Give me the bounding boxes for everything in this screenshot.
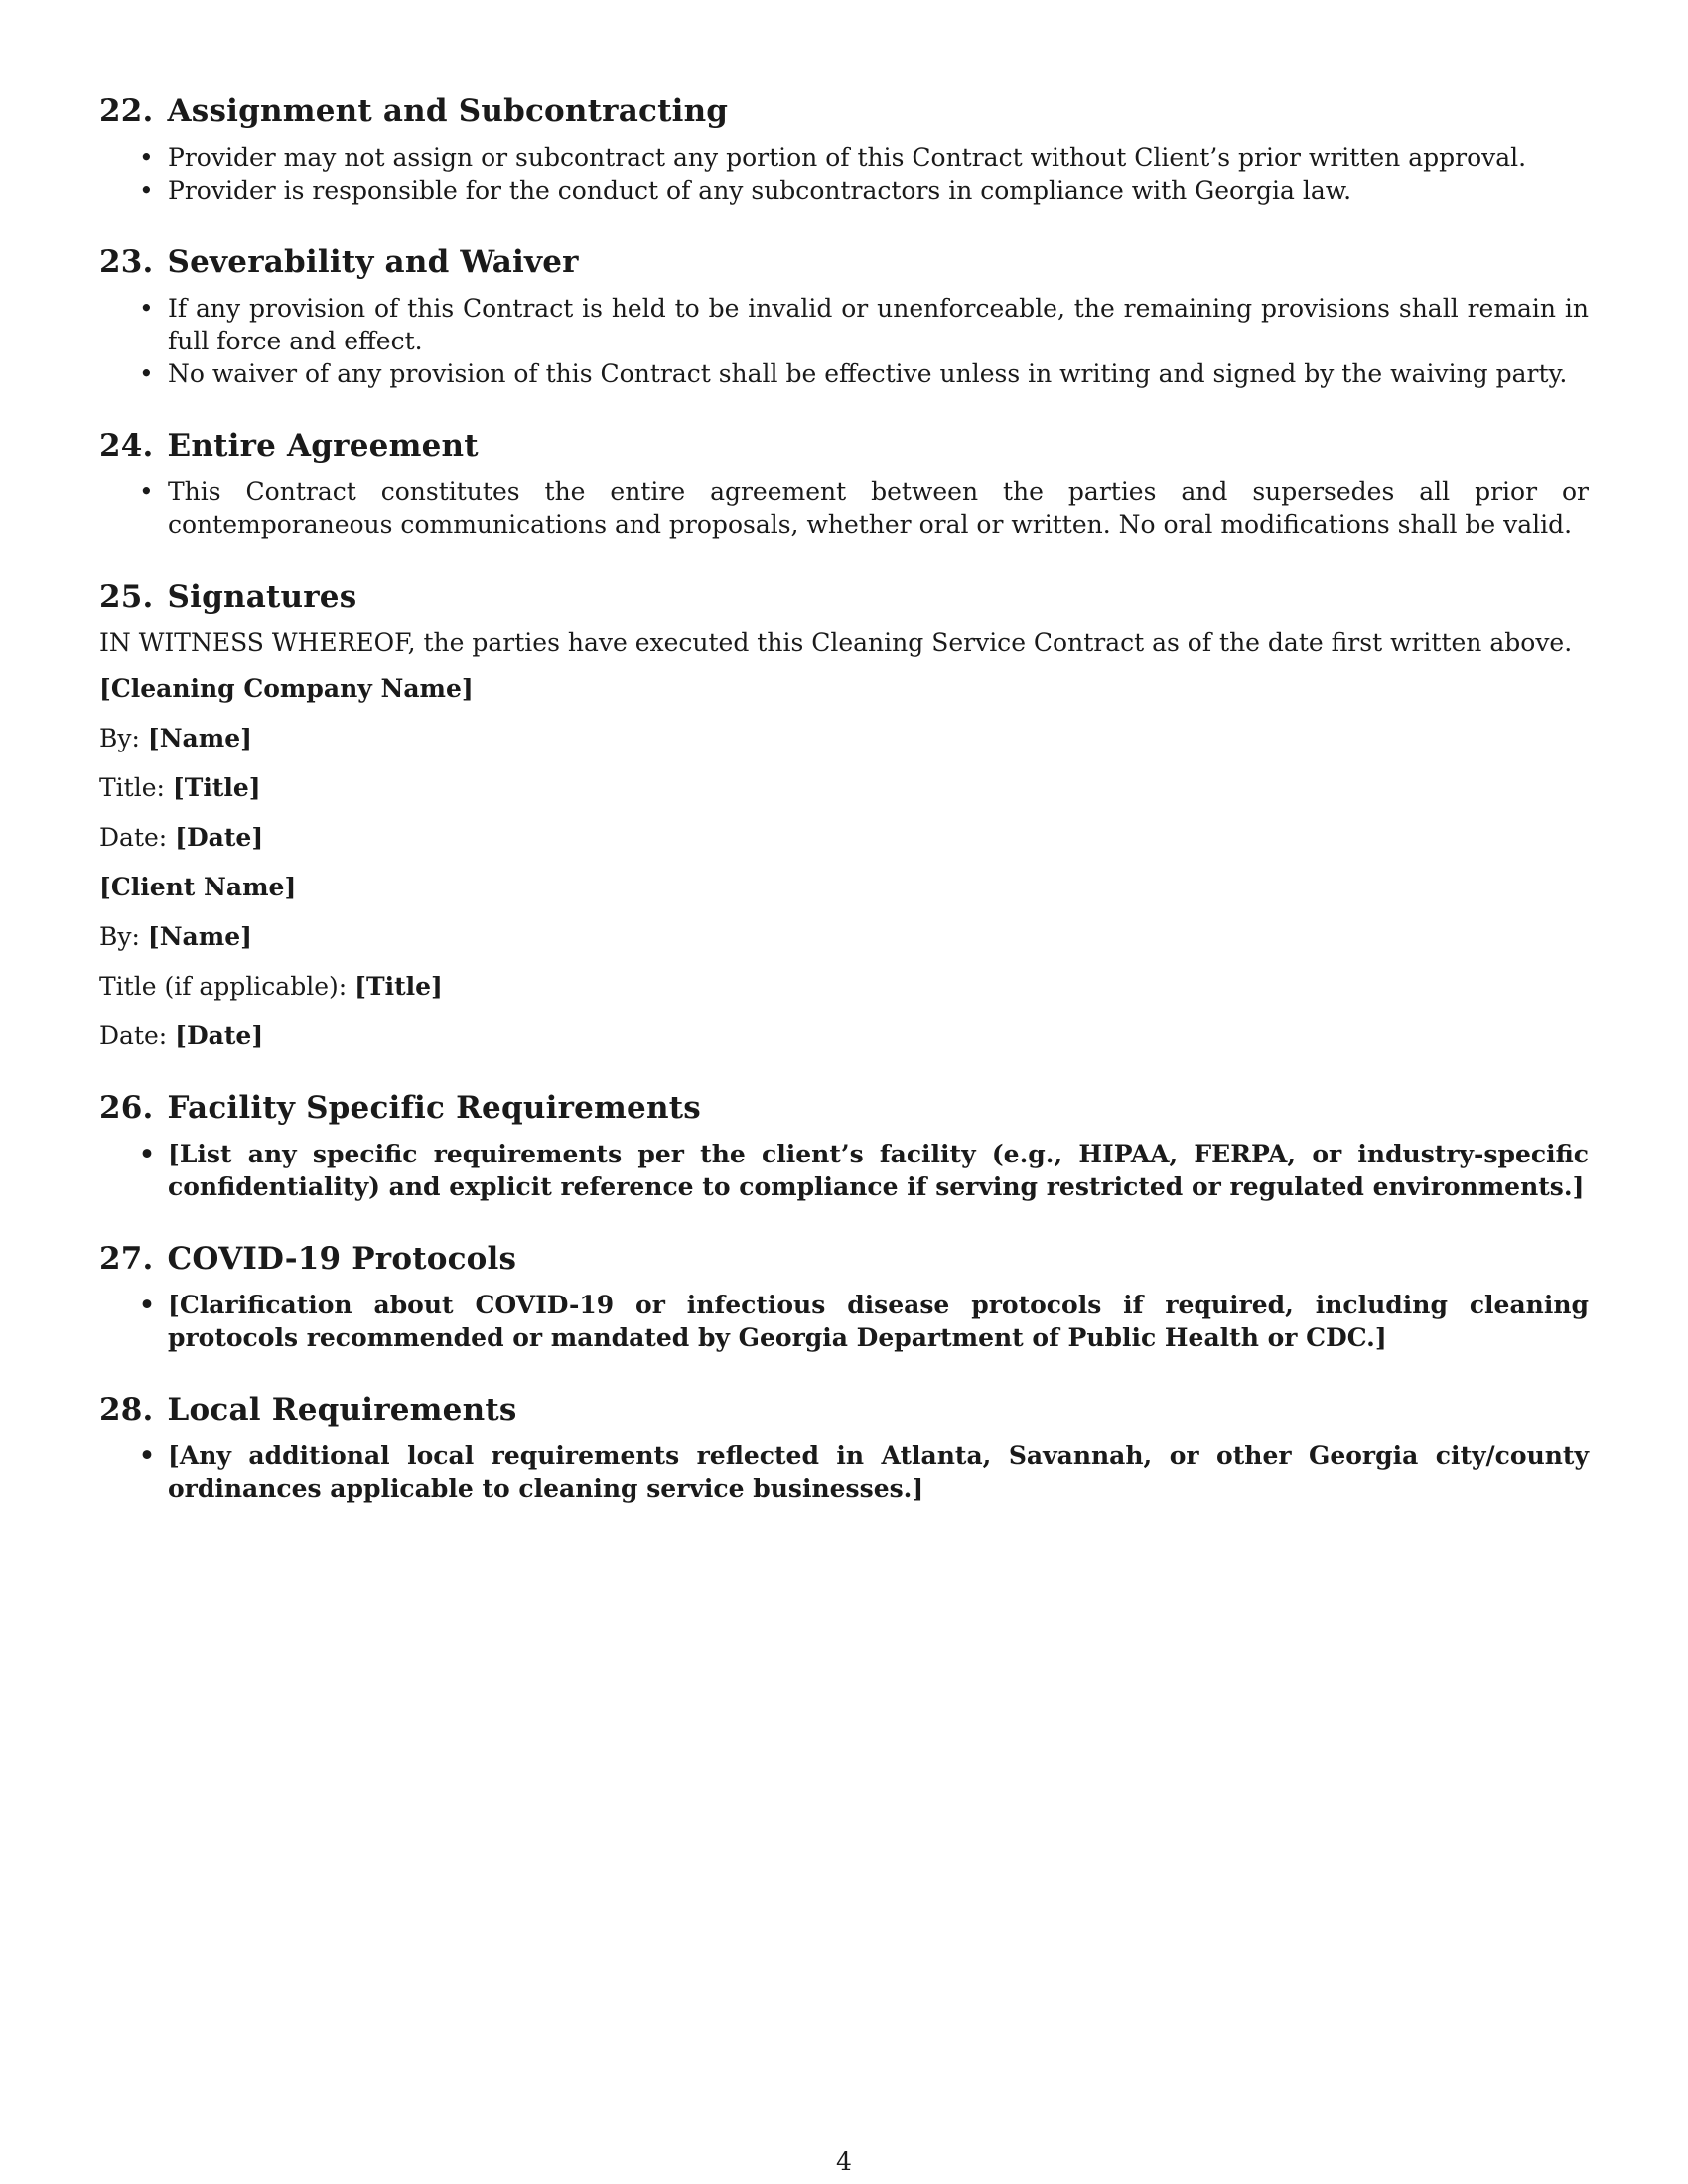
client-title-line [99, 970, 1589, 1003]
name-placeholder: [Name] [147, 922, 252, 951]
list-item: • [Any additional local requirements reflected in Atlanta, Savannah, or other Georgia city/county ordinances applicable to cleaning service businesses.] [99, 1439, 1589, 1505]
date-placeholder: [Date] [175, 823, 264, 852]
section-22 [99, 91, 1589, 206]
section-title: Signatures [167, 579, 357, 614]
client-by-line [99, 920, 1589, 953]
bullet-list [99, 1138, 1589, 1203]
title-label: Title (if applicable): [99, 972, 348, 1001]
by-label: By: [99, 922, 140, 951]
party-name-placeholder: [Cleaning Company Name] [99, 674, 474, 703]
section-title: COVID-19 Protocols [167, 1241, 517, 1277]
section-number: 28. [99, 1392, 154, 1428]
page-number: 4 [836, 2147, 852, 2176]
section-27 [99, 1239, 1589, 1354]
section-number: 23. [99, 244, 154, 280]
title-placeholder: [Title] [172, 773, 261, 802]
section-heading [99, 242, 1589, 282]
by-label: By: [99, 724, 140, 752]
date-label: Date: [99, 1022, 168, 1050]
section-26 [99, 1088, 1589, 1203]
client-date-line [99, 1020, 1589, 1052]
section-number: 24. [99, 428, 154, 464]
section-heading [99, 91, 1589, 131]
section-title: Local Requirements [167, 1392, 517, 1428]
company-by-line [99, 722, 1589, 754]
client-party-name [99, 871, 1589, 903]
section-28 [99, 1390, 1589, 1505]
document-page [99, 91, 1589, 1541]
section-23 [99, 242, 1589, 390]
title-placeholder: [Title] [354, 972, 443, 1001]
company-title-line [99, 771, 1589, 804]
section-heading [99, 426, 1589, 466]
company-signature-block [99, 672, 1589, 854]
date-placeholder: [Date] [175, 1022, 264, 1050]
section-title: Entire Agreement [167, 428, 479, 464]
bullet-list [99, 292, 1589, 390]
list-item: • If any provision of this Contract is held to be invalid or unenforceable, the remaining provisions shall remain in full force and effect. [99, 292, 1589, 357]
section-heading [99, 577, 1589, 616]
client-signature-block [99, 871, 1589, 1052]
list-item: • [List any specific requirements per the client’s facility (e.g., HIPAA, FERPA, or industry-specific confidentiality) and explicit reference to compliance if serving restricted or regulated environments.] [99, 1138, 1589, 1203]
section-number: 22. [99, 93, 154, 129]
section-number: 27. [99, 1241, 154, 1277]
bullet-list [99, 141, 1589, 206]
date-label: Date: [99, 823, 168, 852]
list-item: • No waiver of any provision of this Contract shall be effective unless in writing and signed by the waiving party. [99, 357, 1589, 390]
section-25 [99, 577, 1589, 1052]
list-item: • This Contract constitutes the entire agreement between the parties and supersedes all prior or contemporaneous communications and proposals, whether oral or written. No oral modifications shall be valid. [99, 476, 1589, 541]
section-number: 25. [99, 579, 154, 614]
witness-paragraph: IN WITNESS WHEREOF, the parties have executed this Cleaning Service Contract as of the date first written above. [99, 628, 1573, 657]
list-item: • Provider may not assign or subcontract any portion of this Contract without Client’s prior written approval. [99, 141, 1589, 174]
bullet-list [99, 1439, 1589, 1505]
section-number: 26. [99, 1090, 154, 1126]
section-heading [99, 1239, 1589, 1279]
title-label: Title: [99, 773, 165, 802]
section-heading [99, 1390, 1589, 1430]
bullet-list [99, 1289, 1589, 1354]
company-date-line [99, 821, 1589, 854]
section-heading [99, 1088, 1589, 1128]
list-item: • Provider is responsible for the conduct of any subcontractors in compliance with Georgia law. [99, 174, 1589, 206]
section-24 [99, 426, 1589, 541]
section-title: Assignment and Subcontracting [167, 93, 729, 129]
section-title: Severability and Waiver [167, 244, 579, 280]
bullet-list [99, 476, 1589, 541]
list-item: • [Clarification about COVID-19 or infectious disease protocols if required, including cleaning protocols recommended or mandated by Georgia Department of Public Health or CDC.] [99, 1289, 1589, 1354]
name-placeholder: [Name] [147, 724, 252, 752]
company-party-name [99, 672, 1589, 705]
section-title: Facility Specific Requirements [167, 1090, 701, 1126]
party-name-placeholder: [Client Name] [99, 873, 297, 901]
